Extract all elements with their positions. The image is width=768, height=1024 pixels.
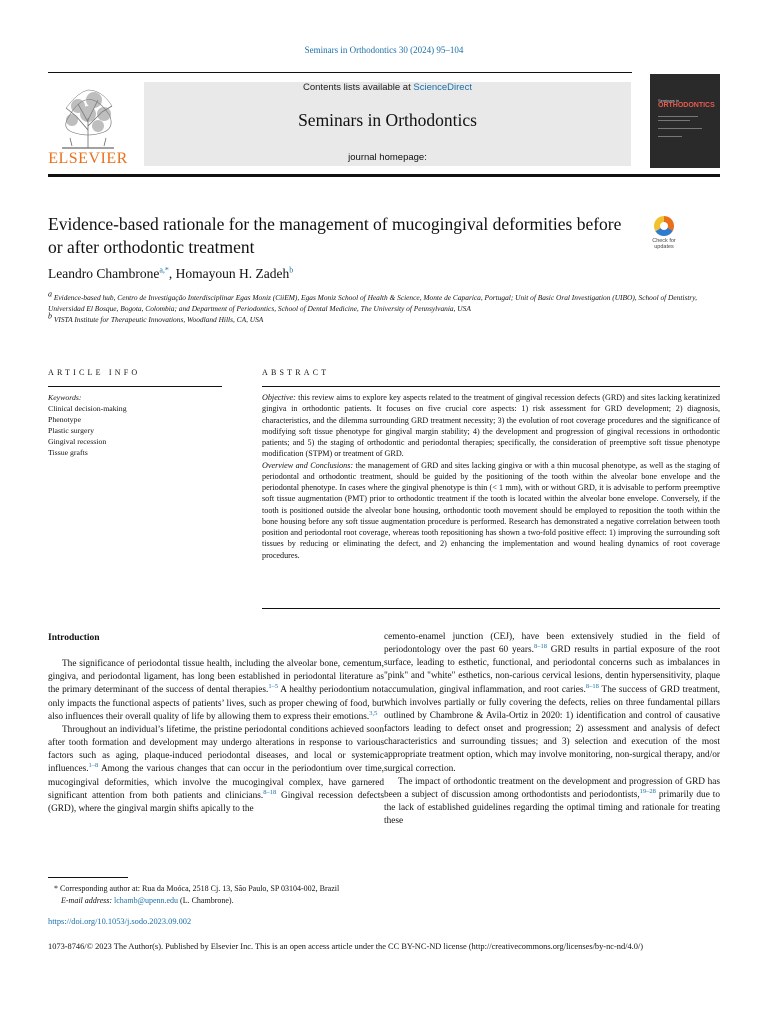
aff-marker: a: [48, 289, 52, 299]
footnote-marker: *: [54, 884, 58, 893]
citation-ref[interactable]: 8–18: [533, 643, 547, 651]
abstract-body: the management of GRD and sites lacking gingiva or with a thin mucosal phenotype, as well as the staging of periodontal and orthodontic treatment, should be guided by the positioning of the tooth within the alveolar bone envelope and the periodontal phenotype. In cases where the gingival phenotype is thin (< 1 mm), with or without GRD, it is advisable to perform preemptive soft tissue augmentation (PMT) prior to orthodontic treatment if the tooth is located within the alveolar bone envelope. Conversely, if the tooth is positioned outside the alveolar bone housing, orthodontic tooth movement should be employed to reposition the tooth within the bone housing before any soft tissue augmentation procedure is performed. Research has demonstrated a negative correlation between tooth position and periodontal root coverage, whereas tooth repositioning has shown a two-fold positive effect: 1) improving the surrounding soft tissues by reducing or eliminating the defect, and 2) enhancing the implementation and wound healing dynamics of root coverage procedures.: [262, 460, 720, 560]
paragraph: [384, 776, 720, 829]
text: Throughout an individual’s lifetime, the pristine periodontal conditions achieved soon after tooth formation and development may undergo alterations in response to various factors such as aging, plaque-induced periodontal diseases, and local or systemic influences.: [48, 724, 384, 775]
license-text: 1073-8746/© 2023 The Author(s). Published by Elsevier Inc. This is an open access article under the CC BY-NC-ND license (http://creativecommons.org/licenses/by-nc-nd/4.0/): [48, 942, 644, 951]
divider: [48, 386, 222, 387]
author-separator: ,: [168, 266, 176, 281]
cover-line: [658, 128, 702, 129]
citation-ref[interactable]: 3,5: [369, 709, 378, 717]
email-link[interactable]: lchamb@upenn.edu: [114, 896, 179, 905]
sciencedirect-link[interactable]: ScienceDirect: [413, 82, 472, 93]
affiliations: [48, 289, 720, 325]
abstract-objective: [262, 392, 720, 460]
text: The success of GRD treatment, which involves partially or fully covering the defects, relies on three fundamental pillars outlined by Chambrone & Avila-Ortiz in 2020: 1) identification and control of causative factors leading to defect onset and progression; 2) assessment and analysis of defect characteristics and surrounding tissues; and 3) selection and execution of the most appropriate treatment option, which may involve monitoring, non-surgical therapy, and/or surgical correction.: [384, 684, 720, 774]
corresponding-author-footnote: [54, 883, 714, 907]
check-for-updates-badge[interactable]: [646, 214, 682, 254]
text: cemento-enamel junction (CEJ), have been extensively studied in the field of periodontology over the past 60 years.: [384, 632, 720, 656]
text: GRD results in partial exposure of the root surface, leading to esthetic, functional, and periodontal concerns such as imbalances in "pink" and "white" esthetics, non-carious cervical lesions, dentin hypersensitivity, plaque accumulation, gingival inflammation, and root caries.: [384, 645, 720, 695]
paragraph: [48, 658, 384, 724]
footnote-divider: [48, 877, 128, 878]
article-info-heading: ARTICLE INFO: [48, 368, 141, 377]
journal-cover-thumbnail: [650, 74, 720, 168]
contents-line: [144, 82, 631, 93]
cover-subtitle: Seminars in: [658, 98, 680, 103]
abstract-heading: ABSTRACT: [262, 368, 330, 377]
journal-title: Seminars in Orthodontics: [298, 110, 477, 130]
abstract-subhead: Overview and Conclusions:: [262, 460, 354, 470]
keyword: Plastic surgery: [48, 426, 94, 435]
author-name: Homayoun H. Zadeh: [175, 266, 290, 281]
citation-ref[interactable]: 1–5: [268, 683, 279, 691]
section-heading: Introduction: [48, 633, 100, 643]
text: The impact of orthodontic treatment on the development and progression of GRD has been a subject of discussion among orthodontists and periodontists,: [384, 776, 720, 800]
keywords-label: Keywords:: [48, 393, 82, 402]
article-title: Evidence-based rationale for the management of mucogingival deformities before or after orthodontic treatment: [48, 214, 622, 257]
abstract-text: [262, 392, 720, 561]
journal-homepage-label: journal homepage:: [348, 152, 427, 163]
keyword: Phenotype: [48, 415, 81, 424]
crossmark-label: Check for updates: [652, 238, 676, 250]
author-affiliation-sup[interactable]: a,*: [159, 265, 169, 275]
text: The significance of periodontal tissue health, including the alveolar bone, cementum, gingiva, and periodontal ligament, has long been established in periodontal literature as the primary determinant of the success of dental therapies.: [48, 659, 384, 696]
text: Gingival recession defects (GRD), where the gingival margin shifts apically to the: [48, 790, 384, 814]
doi-link[interactable]: https://doi.org/10.1053/j.sodo.2023.09.002: [48, 917, 192, 926]
aff-text: Evidence-based hub, Centro de Investigação Interdisciplinar Egas Moniz (CiiEM), Egas Moniz School of Health & Science, Monte de Caparica, Portugal; Unit of Basic Oral Investigation (UIBO), School of Dentistry, Universidad El Bosque, Bogota, Colombia; and Department of Periodontics, School of Dental Medicine, The University of Pennsylvania, USA: [48, 293, 698, 313]
footnote-email-line: [54, 895, 714, 907]
header-thick-rule: [48, 174, 720, 177]
footnote-text: Corresponding author at: Rua da Moóca, 2518 Cj. 13, São Paulo, SP 03104-002, Brazil: [60, 884, 340, 893]
header-rule: [48, 72, 632, 73]
journal-citation-link[interactable]: Seminars in Orthodontics 30 (2024) 95–104: [304, 45, 464, 55]
citation-ref[interactable]: 8–18: [263, 788, 277, 796]
text: A healthy periodontium not only impacts the functional aspects of patients’ lives, such as proper chewing of food, but also influences their overall quality of life by allowing them to express their emotions.: [48, 685, 385, 722]
footnote-line: [54, 883, 714, 895]
abstract-subhead: Objective:: [262, 393, 296, 402]
contents-prefix: Contents lists available at: [303, 82, 414, 93]
citation-ref[interactable]: 1–8: [88, 762, 99, 770]
abstract-conclusions: [262, 460, 720, 561]
body-column-right: [384, 631, 720, 828]
abstract-body: this review aims to explore key aspects related to the treatment of gingival recession defects (GRD) and sites lacking keratinized gingiva in orthodontic patients. It focuses on five crucial core aspects: 1) risk assessment for GRD development; 2) diagnosis, characteristics, and the dilemma surrounding GRD treatment necessity; 3) the evolution of root coverage procedures and the significance of modifying soft tissue phenotype for gingival margin stability; 4) the development and progression of gingival recessions in orthodontic patients; and 5) the staging of orthodontic and periodontal therapies; specifically, the consideration of preemptive soft tissue phenotype modification (STPM) or treatment of GRD.: [262, 393, 720, 459]
affiliation-b: [48, 311, 720, 325]
divider: [262, 608, 720, 609]
keywords-block: [48, 392, 127, 458]
keyword: Clinical decision-making: [48, 404, 127, 413]
aff-marker: b: [48, 311, 52, 321]
author-list: [48, 266, 293, 282]
elsevier-wordmark: ELSEVIER: [48, 150, 128, 167]
divider: [262, 386, 720, 387]
cover-line: [658, 120, 690, 121]
email-label: E-mail address:: [61, 896, 113, 905]
citation-ref[interactable]: 19–28: [639, 787, 656, 795]
crossmark-icon: [654, 216, 674, 236]
cover-line: [658, 116, 698, 117]
affiliation-a: [48, 289, 720, 314]
paragraph: [384, 631, 720, 776]
keyword: Tissue grafts: [48, 448, 88, 457]
text: Among the various changes that can occur in the periodontium over time, mucogingival deformities, which involve the mucogingival complex, have garnered significant attention from both patients and clinicians.: [48, 764, 384, 801]
author-affiliation-sup[interactable]: b: [289, 265, 294, 275]
paragraph: [48, 724, 384, 816]
cover-title: ORTHODONTICS: [658, 102, 715, 109]
aff-text: VISTA Institute for Therapeutic Innovations, Woodland Hills, CA, USA: [53, 315, 264, 324]
cover-line: [658, 136, 682, 137]
text: primarily due to the lack of established guidelines regarding the optimal timing and rationale for treating these: [384, 789, 720, 827]
author-name: Leandro Chambrone: [48, 266, 160, 281]
keyword: Gingival recession: [48, 437, 107, 446]
citation-ref[interactable]: 8–18: [585, 682, 599, 690]
email-suffix: (L. Chambrone).: [178, 896, 234, 905]
body-column-left: [48, 632, 384, 816]
